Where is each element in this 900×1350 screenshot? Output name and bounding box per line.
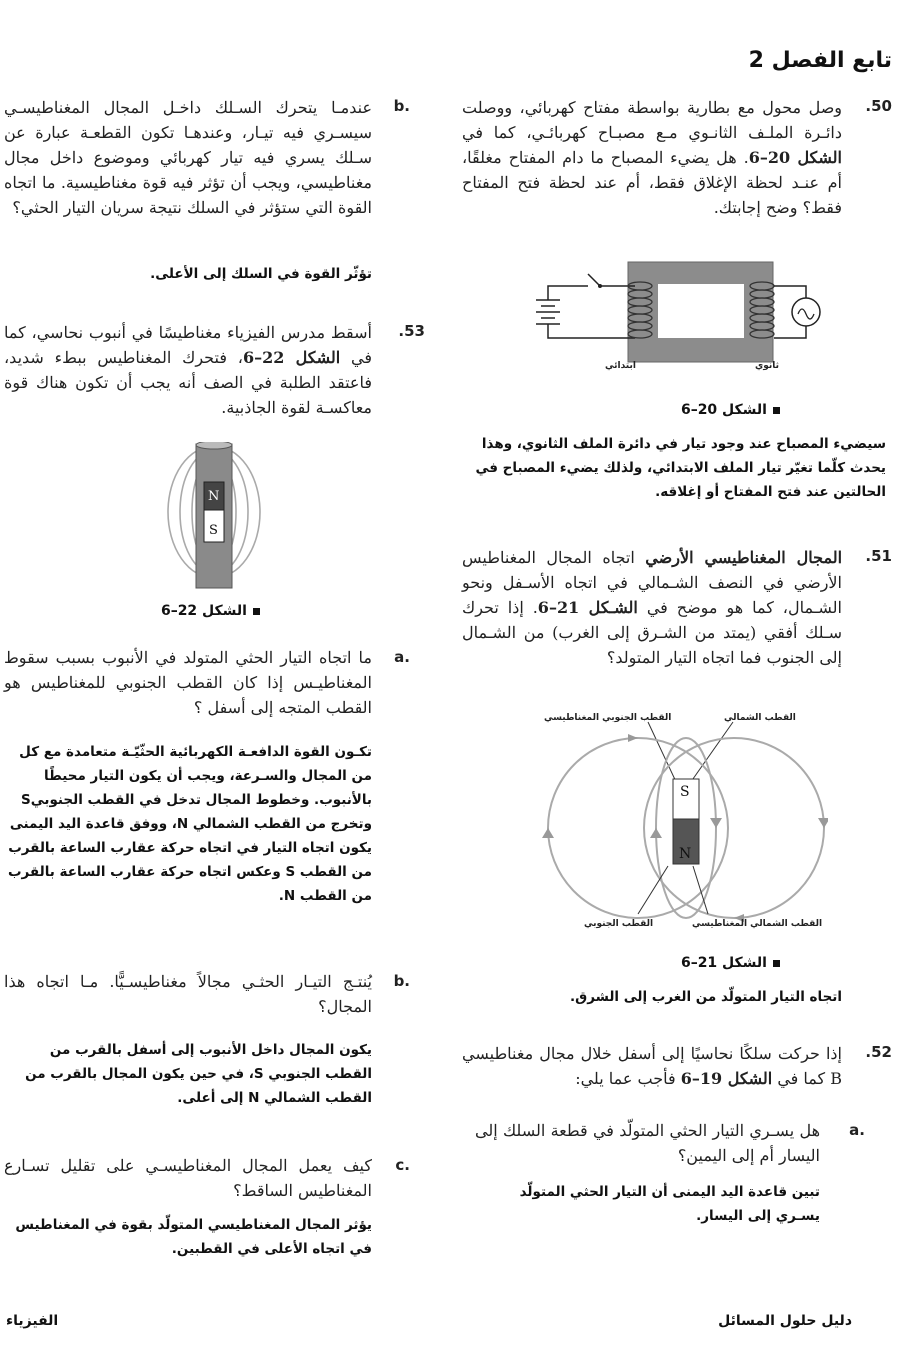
q53-figure-ref: الشكل 22–6	[242, 348, 341, 367]
north-pole-label: القطب الشمالي	[724, 713, 796, 723]
q52-text-b: فأجب عما يلي:	[575, 1069, 681, 1088]
question-52b-text: عندمـا يتحرك السـلك داخـل المجال المغناطيسـي سيسـري فيه تيـار، وعندهـا تكون القطعـة عبارة عن سـلك يسري فيه تيار كهربائي وموضوع داخل مجال مغناطيسي، ويجب أن تؤثر فيه قوة مغناطيسية. ما اتجاه القوة التي ستؤثر في السلك نتيجة سريان التيار الحثي؟	[4, 98, 372, 217]
question-53a-number: a.	[394, 648, 410, 666]
q53-text-a: أسقط مدرس الفيزياء مغناطيسًا في أنبوب نحاسي، كما في	[4, 323, 373, 367]
primary-label: ابتدائي	[605, 361, 636, 371]
question-52a-text: هل يسـري التيار الحثي المتولّد في قطعة السلك إلى اليسار أم إلى اليمين؟	[475, 1121, 820, 1165]
question-number-52: .52	[865, 1043, 892, 1061]
question-53c-answer: يؤثر المجال المغناطيسي المتولّد بقوة في المغناطيس في اتجاه الأعلى في القطبين.	[15, 1217, 372, 1257]
question-number-50: .50	[865, 97, 892, 115]
question-number-53: .53	[398, 322, 425, 340]
south-magnetic-pole-label: القطب الجنوبي المغناطيسي	[544, 713, 672, 723]
q51-figure-ref: الشـكل 21–6	[537, 598, 638, 617]
question-52b-number: b.	[393, 97, 410, 115]
question-52a-answer: تبين قاعدة اليد اليمنى أن التيار الحثي المتولّد يسـري إلى اليسار.	[519, 1184, 820, 1224]
question-51-answer: اتجاه التيار المتولّد من الغرب إلى الشرق.	[570, 989, 842, 1005]
question-53a-text: ما اتجاه التيار الحثي المتولد في الأنبوب بسبب سقوط المغناطيـس إذا كان القطب الجنوبي للمغناطيس هو القطب المتجه إلى أسفل ؟	[4, 648, 372, 717]
page-title: تابع الفصل 2	[748, 48, 892, 73]
question-51-text	[462, 545, 842, 670]
caption-square-icon	[773, 960, 780, 967]
secondary-label: ثانوي	[755, 361, 780, 371]
question-52-text	[462, 1041, 842, 1091]
question-53a-answer: تكـون القوة الدافعـة الكهربائية الحثّيّـة متعامدة مع كل من المجال والسـرعة، ويجب أن يكون التيار محيطًا بالأنبوب. وخطوط المجال تدخل في القطب الجنوبيS وتخرج من القطب الشمالي N، ووفق قاعدة اليد اليمنى يكون اتجاه التيار في اتجاه حركة عقارب الساعة بالقرب من القطب S وعكس اتجاه حركة عقارب الساعة بالقرب من القطب N.	[7, 744, 372, 904]
caption-square-icon	[253, 608, 260, 615]
footer-left: الفيزياء	[6, 1313, 59, 1329]
question-50-text	[462, 95, 842, 220]
figure-20-caption: الشكل 20–6	[681, 402, 780, 418]
earth-field-diagram	[528, 704, 828, 936]
lamp-icon	[792, 298, 820, 326]
question-53b-text: يُنتـج التيـار الحثـي مجالاً مغناطيسـيًّا. مـا اتجاه هذا المجال؟	[4, 972, 373, 1016]
q50-figure-ref: الشكل 20–6	[748, 148, 842, 167]
q51-lead: المجال المغناطيسي الأرضي	[645, 548, 843, 567]
q50-text-b: . هل يضيء المصباح ما دام المفتاح مغلقًا، أم عنـد لحظة الإغلاق فقط، أم عند لحظة فتح المفتاح فقط؟ وضح إجابتك.	[462, 148, 842, 217]
question-53b-number: b.	[393, 972, 410, 990]
magnet-s-label: S	[680, 784, 690, 800]
question-number-51: .51	[865, 547, 892, 565]
q52-text-a: إذا حركت سلكًا نحاسيًا إلى أسفل خلال مجال مغناطيسي B كما في	[462, 1044, 842, 1088]
pipe-magnet-s-label: S	[209, 523, 218, 538]
north-magnetic-pole-label: القطب الشمالي المغناطيسي	[692, 919, 823, 929]
transformer-diagram	[530, 256, 840, 374]
q53-text-b: ، فتحرك المغناطيس ببطء شديد، فاعتقد الطلبة في الصف أنه يجب أن تكون هناك قوة معاكسـة لقوة الجاذبية.	[4, 348, 372, 417]
south-pole-label: القطب الجنوبي	[584, 919, 654, 929]
q51-text-b: . إذا تحرك سـلك أفقي (يمتد من الشـرق إلى الغرب) من الشـمال إلى الجنوب فما اتجاه التيار المتولد؟	[462, 598, 842, 667]
question-52a-number: a.	[849, 1121, 865, 1139]
copper-pipe-diagram	[160, 442, 270, 592]
question-52b-answer: تؤثّر القوة في السلك إلى الأعلى.	[150, 266, 372, 282]
question-53-text	[4, 320, 372, 420]
question-53c-number: c.	[395, 1156, 410, 1174]
question-53c-text: كيف يعمل المجال المغناطيسـي على تقليل تسـارع المغناطيس الساقط؟	[4, 1156, 372, 1200]
footer-right: دليل حلول المسائل	[718, 1313, 852, 1329]
q50-text-a: وصل محول مع بطارية بواسطة مفتاح كهربائي، ووصلت دائـرة الملـف الثانـوي مـع مصبـاح كهربائـي، كما في	[462, 98, 842, 142]
caption-square-icon	[773, 407, 780, 414]
figure-22-caption: الشكل 22–6	[161, 603, 260, 619]
figure-21-caption: الشكل 21–6	[681, 955, 780, 971]
q52-figure-ref: الشكل 19–6	[680, 1069, 773, 1088]
magnet-n-label: N	[679, 846, 692, 862]
question-50-answer: سيضيء المصباح عند وجود تيار في دائرة الملف الثانوي، وهذا يحدث كلّما تغيّر تيار الملف الابتدائي، ولذلك يضيء المصباح في الحالتين عند فتح المفتاح أو إغلاقه.	[475, 436, 886, 500]
question-53b-answer: يكون المجال داخل الأنبوب إلى أسفل بالقرب من القطب الجنوبي S، في حين يكون المجال بالقرب من القطب الشمالي N إلى أعلى.	[25, 1042, 372, 1106]
pipe-magnet-n-label: N	[208, 489, 220, 504]
q51-text-a: اتجاه المجال المغناطيس الأرضي في النصف الشـمالي في اتجاه الأسـفل ونحو الشـمال، كما هو موضح في	[462, 548, 843, 617]
